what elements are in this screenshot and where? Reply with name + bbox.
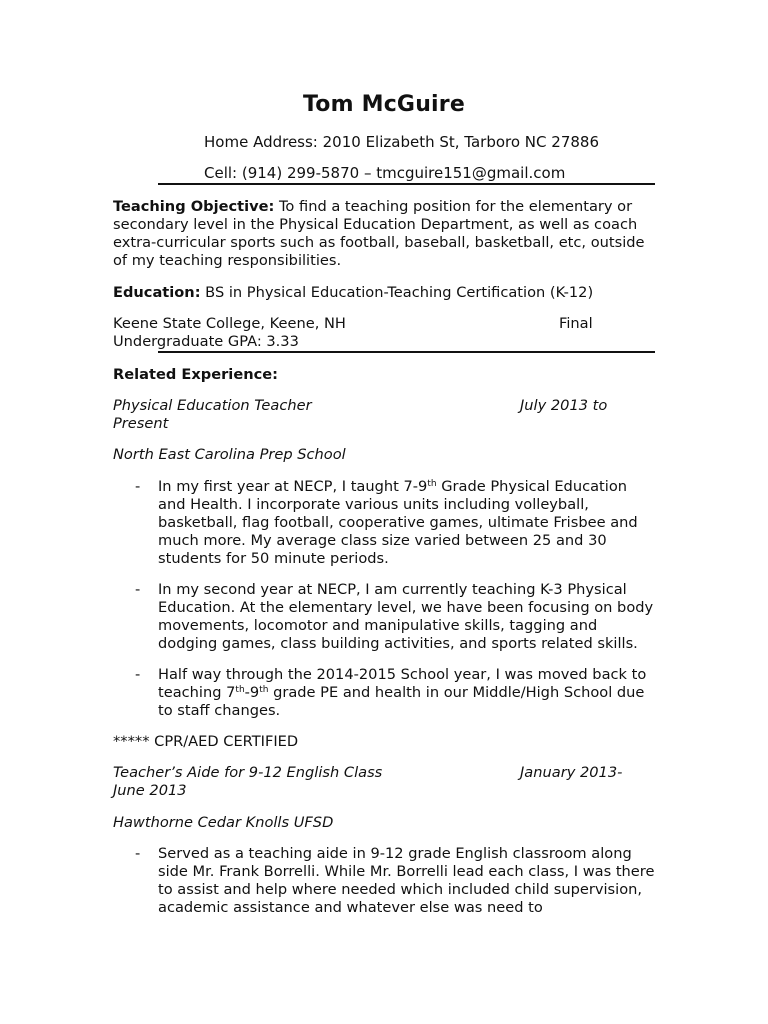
job1-bullet-2-text: In my second year at NECP, I am currently teaching K-3 Physical Education. At the elementary level, we have been focusing on body movements, locomotor and manipulative skills, tagging and dodging games, class building activities, and sports related skills. [158, 581, 654, 652]
job1-bullet-3-pre: Half way through the 2014-2015 School year, I was moved back to teaching 7 [158, 666, 647, 701]
education-line [113, 284, 658, 302]
job1-bullet-3-mid: -9 [244, 684, 260, 701]
job2-bullet-1 [113, 845, 658, 917]
job1-title: Physical Education Teacher [113, 397, 312, 414]
job2-employer: Hawthorne Cedar Knolls UFSD [113, 814, 334, 831]
job1-header [113, 397, 658, 433]
job2-header [113, 764, 658, 800]
job1-bullet-3-post: grade PE and health in our Middle/High School due to staff changes. [158, 684, 645, 719]
job2-dates-cont: June 2013 [113, 782, 187, 799]
job1-dates: July 2013 to [520, 397, 608, 414]
job1-bullet-3-sup1: th [235, 685, 245, 695]
job2-bullet-1-text: Served as a teaching aide in 9-12 grade English classroom along side Mr. Frank Borrelli. While Mr. Borrelli lead each class, I was there to assist and help where needed which included child supervision, academic assistance and whatever else was need to [158, 845, 655, 916]
teaching-objective [113, 198, 658, 270]
job1-dates-cont: Present [113, 415, 169, 432]
education-degree: BS in Physical Education-Teaching Certification (K-12) [200, 284, 594, 301]
home-address: Home Address: 2010 Elizabeth St, Tarboro NC 27886 [204, 133, 599, 151]
candidate-name: Tom McGuire [303, 92, 465, 117]
job1-bullet-3 [113, 666, 658, 720]
objective-label: Teaching Objective: [113, 198, 275, 215]
education-divider [158, 351, 655, 353]
education-school-block [113, 315, 658, 351]
job1-bullet-2 [113, 581, 658, 653]
bullet-dash: - [135, 845, 141, 862]
bullet-dash: - [135, 581, 141, 598]
job2-dates: January 2013- [520, 764, 623, 781]
job1-bullet-3-sup2: th [259, 685, 269, 695]
job1-bullet-1-sup: th [427, 479, 437, 489]
contact-line: Cell: (914) 299-5870 – tmcguire151@gmail.com [204, 164, 566, 182]
bullet-dash: - [135, 478, 141, 495]
gpa-word: Final [559, 315, 593, 332]
education-label: Education: [113, 284, 201, 301]
education-gpa: Undergraduate GPA: 3.33 [113, 333, 299, 350]
job2-title: Teacher’s Aide for 9-12 English Class [113, 764, 383, 781]
job1-employer: North East Carolina Prep School [113, 446, 346, 463]
education-school: Keene State College, Keene, NH [113, 315, 346, 332]
experience-heading: Related Experience: [113, 366, 278, 383]
job1-bullet-1 [113, 478, 658, 568]
certification-line: ***** CPR/AED CERTIFIED [113, 733, 299, 750]
objective-text: To find a teaching position for the elementary or secondary level in the Physical Education Department, as well as coach extra-curricular sports such as football, baseball, basketball, etc, outside of my teaching responsibilities. [113, 198, 645, 269]
bullet-dash: - [135, 666, 141, 683]
header-divider [158, 183, 655, 185]
job1-bullet-1-pre: In my first year at NECP, I taught 7-9 [158, 478, 428, 495]
job1-bullet-1-post: Grade Physical Education and Health. I incorporate various units including volleyball, basketball, flag football, cooperative games, ultimate Frisbee and much more. My average class size varied between 25 and 30 students for 50 minute periods. [158, 478, 638, 567]
